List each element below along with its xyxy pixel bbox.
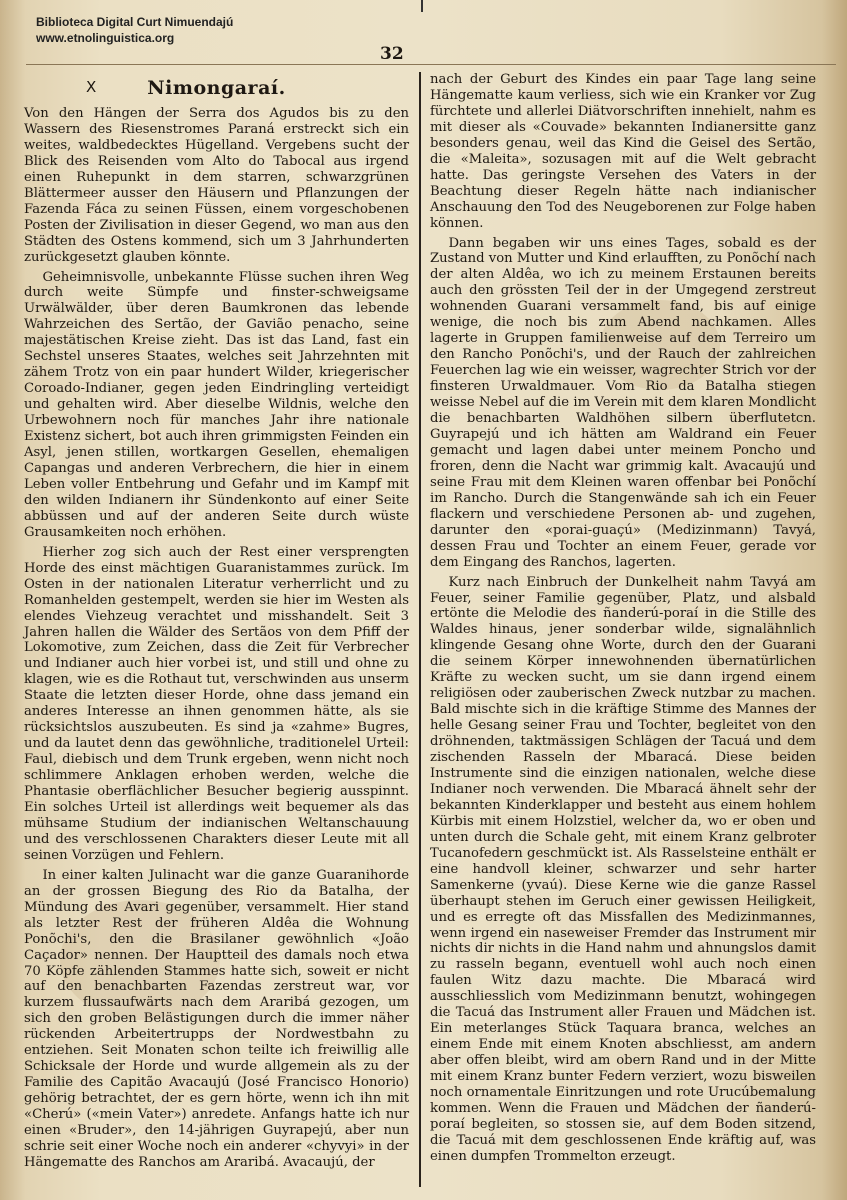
column-divider [419, 72, 421, 1187]
article-title: Nimongaraí. [147, 77, 286, 99]
paragraph: nach der Geburt des Kindes ein paar Tage lang seine Hängematte kaum verliess, sich wie ein Kranker vor Zug fürchtete und allerlei Diätvorschriften innehielt, nahm es mit dieser als «Couvade» bekannten Indianersitte ganz besonders genau, weil das Kind die Geisel des Sertão, die «Maleita», sozusagen mit auf die Welt gebracht hatte. Das geringste Versehen des Vaters in der Beachtung dieser Regeln hätte nach indianischer Anschauung den Tod des Neugeborenen zur Folge haben können. [430, 72, 816, 231]
left-column [24, 72, 409, 1175]
library-url: www.etnolinguistica.org [36, 31, 175, 45]
paragraph: Kurz nach Einbruch der Dunkelheit nahm Tavyá am Feuer, seiner Familie gegenüber, Platz, und alsbald ertönte die Melodie des ñanderú-poraí in die Stille des Waldes hinaus, jener sonderbar wilde, signalähnlich klingende Gesang ohne Worte, durch den der Guarani die seinem Körper innewohnenden übernatürlichen Kräfte zu wecken sucht, um sie dann irgend einem religiösen oder zauberischen Zweck nutzbar zu machen. Bald mischte sich in die kräftige Stimme des Mannes der helle Gesang seiner Frau und Tochter, begleitet von den dröhnenden, taktmässigen Schlägen der Tacuá und dem zischenden Rasseln der Mbaracá. Diese beiden Instrumente sind die einzigen nationalen, welche diese Indianer noch verwenden. Die Mbaracá ähnelt sehr der bekannten Kinderklapper und besteht aus einem hohlem Kürbis mit einem Holzstiel, welcher da, wo er oben und unten durch die Schale geht, mit einem Kranz gelbroter Tucanofedern geschmückt ist. Als Rasselsteine enthält er eine handvoll kleiner, schwarzer und sehr harter Samenkerne (yvaú). Diese Kerne wie die ganze Rassel überhaupt stehen im Geruch einer gewissen Heiligkeit, und es erregte oft das Missfallen des Medizinmannes, wenn irgend ein naseweiser Fremder das Instrument mir nichts dir nichts in die Hand nahm und ahnungslos damit zu rasseln begann, eventuell wohl auch noch einen faulen Witz dazu machte. Die Mbaracá wird ausschliesslich vom Medizinmann benutzt, wohingegen die Tacuá das Instrument aller Frauen und Mädchen ist. Ein meterlanges Stück Taquara branca, welches an einem Ende mit einem Knoten abschliesst, am andern aber offen bleibt, wird am obern Rand und in der Mitte mit einem Kranz bunter Federn verziert, wozu bisweilen noch ornamentale Einritzungen und rote Urucúbemalung kommen. Wenn die Frauen und Mädchen der ñanderú-poraí begleiten, so stossen sie, auf dem Boden sitzend, die Tacuá mit dem geschlossenen Ende kräftig auf, was einen dumpfen Trommelton erzeugt. [430, 574, 816, 1164]
header-rule [26, 64, 836, 65]
library-name: Biblioteca Digital Curt Nimuendajú [36, 15, 234, 29]
paragraph: Von den Hängen der Serra dos Agudos bis zu den Wassern des Riesenstromes Paraná erstreckt sich ein weites, waldbedecktes Hügelland. Vergebens sucht der Blick des Reisenden vom Alto do Tabocal aus irgend einen Ruhepunkt in dem starren, schwarzgrünen Blättermeer ausser den Häusern und Pflanzungen der Fazenda Fáca zu seinen Füssen, einem vorgeschobenen Posten der Zivilisation in dieser Gegend, wo man aus den Städten des Ostens kommend, sich um 3 Jahrhunderten zurückgesetzt glauben könnte. [24, 106, 409, 265]
paragraph: Hierher zog sich auch der Rest einer versprengten Horde des einst mächtigen Guaranistammes zurück. Im Osten in der nationalen Literatur verherrlicht und zu Romanhelden gestempelt, werden sie hier im Westen als elendes Viehzeug verachtet und misshandelt. Seit 3 Jahren hallen die Wälder des Sertãos von dem Pfiff der Lokomotive, zum Zeichen, dass die Zeit für Verbrecher und Indianer auch hier vorbei ist, und still und ohne zu klagen, wie es die Rothaut tut, verschwinden aus unserm Staate die letzten dieser Horde, ohne dass jemand ein anderes Interesse an ihnen genommen hätte, als sie rücksichtslos auszubeuten. Es sind ja «zahme» Bugres, und da lautet denn das gewöhnliche, traditionelel Urteil: Faul, diebisch und dem Trunk ergeben, wenn nicht noch schlimmere Anklagen erhoben werden, welche die Phantasie oberflächlicher Besucher begierig ausspinnt. Ein solches Urteil ist allerdings weit bequemer als das mühsame Studium der indianischen Weltanschauung und des verschlossenen Charakters dieser Leute mit all seinen Vorzügen und Fehlern. [24, 544, 409, 863]
right-column [430, 72, 816, 1169]
handwritten-mark: X [86, 78, 97, 96]
page-header [0, 0, 847, 70]
paragraph: Geheimnisvolle, unbekannte Flüsse suchen ihren Weg durch weite Sümpfe und finster-schweigsame Urwälwälder, über deren Baumkronen das lebende Wahrzeichen des Sertão, der Gavião penacho, seine majestätischen Kreise zieht. Das ist das Land, fast ein Sechstel unseres Staates, welches seit Jahrzehnten mit zähem Trotz von ein paar hundert Wilder, kriegerischer Coroado-Indianer, gegen jeden Eindringling verteidigt und gehalten wird. Aber dieselbe Wildnis, welche den Urbewohnern noch für manches Jahr ihre nationale Existenz sichert, bot auch ihren grimmigsten Feinden ein Asyl, jenen stillen, wortkargen Gesellen, ehemaligen Capangas und anderen Verbrechern, die hier in einem Leben voller Entbehrung und Gefahr und im Kampf mit den wilden Indianern ihr Sündenkonto auf einer Seite abbüssen und auf der anderen Seite durch wüste Grausamkeiten noch erhöhen. [24, 269, 409, 540]
page-number: 32 [380, 44, 404, 64]
paragraph: Dann begaben wir uns eines Tages, sobald es der Zustand von Mutter und Kind erlaufften, zu Ponõchí nach der alten Aldêa, wo ich zu meinem Erstaunen bereits auch den grössten Teil der in der Umgegend zerstreut wohnenden Guarani versammelt fand, bis auf einige wenige, die noch bis zum Abend nachkamen. Alles lagerte in Gruppen familienweise auf dem Terreiro um den Rancho Ponõchi's, und der Rauch der zahlreichen Feuerchen lag wie ein weisser, wagrechter Strich vor der finsteren Urwaldmauer. Vom Rio da Batalha stiegen weisse Nebel auf die im Verein mit dem klaren Mondlicht die benachbarten Waldhöhen silbern überflutetcn. Guyrapejú und ich hätten am Waldrand ein Feuer gemacht und lagen dabei unter meinem Poncho und froren, denn die Nacht war grimmig kalt. Avacaujú und seine Frau mit dem Kleinen waren offenbar bei Ponõchí im Rancho. Durch die Stangenwände sah ich ein Feuer flackern und verschiedene Personen ab- und zugehen, darunter den «porai-guaçú» (Medizinmann) Tavyá, dessen Frau und Tochter an einem Feuer, gerade vor dem Eingang des Ranchos, lagerten. [430, 235, 816, 570]
top-tick-mark [421, 0, 423, 12]
paragraph: In einer kalten Julinacht war die ganze Guaranihorde an der grossen Biegung des Rio da Batalha, der Mündung des Avari gegenüber, versammelt. Hier stand als letzter Rest der früheren Aldêa die Wohnung Ponõchi's, den die Brasilaner gewöhnlich «João Caçador» nennen. Der Hauptteil des damals noch etwa 70 Köpfe zählenden Stammes hatte sich, soweit er nicht auf den benachbarten Fazendas zerstreut war, vor kurzem flussaufwärts nach dem Araribá gezogen, um sich den groben Belästigungen durch die immer näher rückenden Arbeitertrupps der Nordwestbahn zu entziehen. Seit Monaten schon teilte ich freiwillig alle Schicksale der Horde und wurde allgemein als zu der Familie des Capitão Avacaujú (José Francisco Honorio) gehörig betrachtet, der es gern hörte, wenn ich ihn mit «Cherú» («mein Vater») anredete. Anfangs hatte ich nur einen «Bruder», den 14-jährigen Guyrapejú, aber nun schrie seit einer Woche noch ein anderer «chyvyi» in der Hängematte des Ranchos am Araribá. Avacaujú, der [24, 867, 409, 1170]
library-watermark [36, 14, 233, 46]
